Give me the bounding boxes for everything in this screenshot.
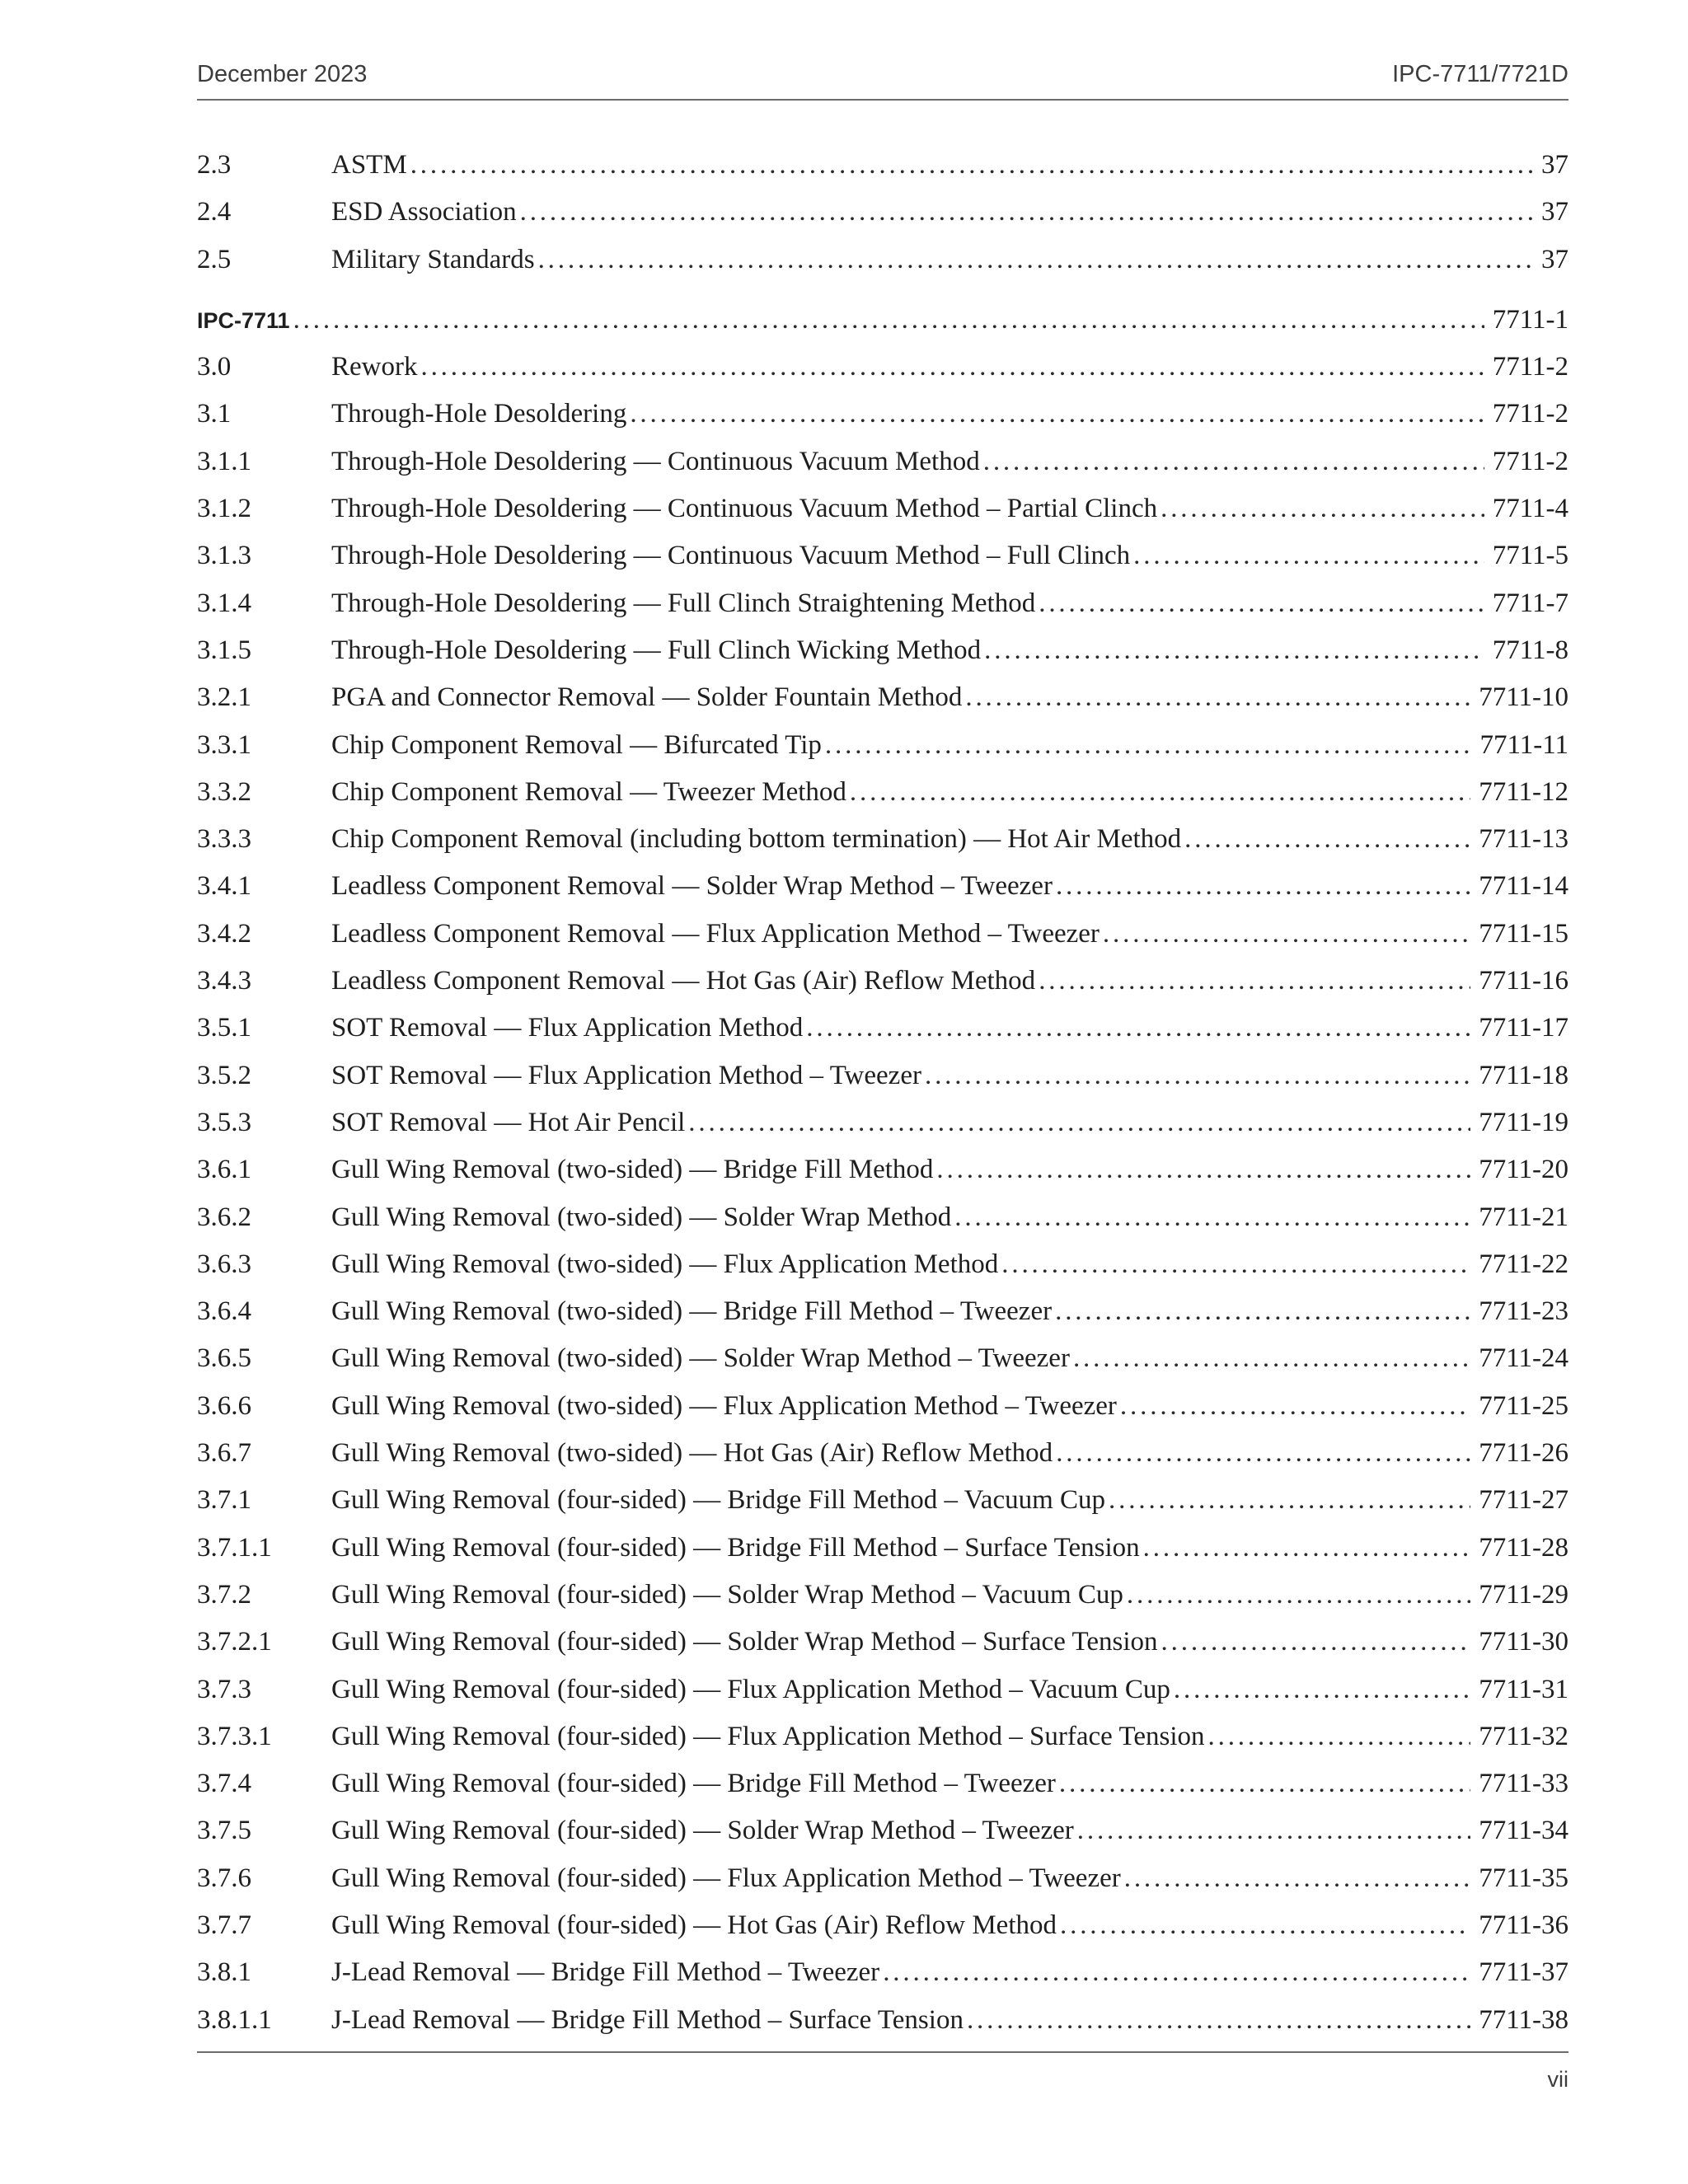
toc-entry-page: 7711-13 — [1479, 824, 1568, 855]
toc-entry — [197, 442, 1568, 489]
dot-leader — [825, 725, 1472, 765]
toc-entry-number: 3.7.3 — [197, 1674, 251, 1704]
toc-entry-page: 7711-27 — [1479, 1485, 1568, 1516]
toc-entry-page: 7711-8 — [1492, 635, 1568, 665]
toc-entry-number: 3.3.1 — [197, 729, 251, 760]
toc-entry-title: Gull Wing Removal (four-sided) — Bridge Fill Method – Tweezer — [331, 1769, 1056, 1799]
toc-entry — [197, 583, 1568, 630]
toc-entry-page: 37 — [1541, 244, 1568, 274]
toc-entry-page: 7711-31 — [1479, 1674, 1568, 1704]
toc-entry-number: 3.1.5 — [197, 635, 251, 665]
toc-entry-page: 7711-20 — [1479, 1155, 1568, 1185]
dot-leader — [925, 1056, 1470, 1095]
toc-entry-title: Gull Wing Removal (two-sided) — Solder Wrap Method — [331, 1202, 952, 1232]
toc-entry-number: 3.7.5 — [197, 1816, 251, 1846]
header-date: December 2023 — [197, 61, 368, 87]
toc-entry-number: 3.7.2 — [197, 1579, 251, 1610]
toc-entry — [197, 2000, 1568, 2047]
dot-leader — [1060, 1905, 1470, 1945]
toc-entry — [197, 489, 1568, 536]
dot-leader — [1174, 1670, 1470, 1709]
toc-entry-number: 3.6.5 — [197, 1343, 251, 1374]
toc-entry-page: 7711-23 — [1479, 1296, 1568, 1327]
toc-entry — [197, 1764, 1568, 1811]
toc-entry-number: 3.7.1.1 — [197, 1532, 272, 1563]
dot-leader — [967, 2000, 1470, 2040]
toc-entry — [197, 1717, 1568, 1764]
toc-entry-page: 7711-1 — [1492, 304, 1568, 335]
toc-entry — [197, 1008, 1568, 1055]
toc-entry-page: 7711-16 — [1479, 966, 1568, 996]
toc-entry — [197, 819, 1568, 866]
toc-entry-number: 3.1.3 — [197, 541, 251, 571]
toc-entry-title: ASTM — [331, 150, 407, 180]
toc-entry-page: 7711-38 — [1479, 2004, 1568, 2035]
toc-entry-title: Gull Wing Removal (four-sided) — Flux Application Method – Surface Tension — [331, 1721, 1205, 1751]
toc-entry — [197, 866, 1568, 913]
toc-entry — [197, 1811, 1568, 1858]
toc-entry-title: Through-Hole Desoldering — [331, 399, 627, 429]
dot-leader — [850, 772, 1470, 812]
toc-entry — [197, 1244, 1568, 1291]
toc-entry-title: J-Lead Removal — Bridge Fill Method – Surface Tension — [331, 2004, 964, 2035]
toc-entry-number: 3.8.1 — [197, 1957, 251, 1988]
toc-entry-number: 3.2.1 — [197, 682, 251, 713]
toc-entry-page: 7711-2 — [1492, 352, 1568, 382]
toc-entry-page: 7711-35 — [1479, 1863, 1568, 1893]
header-document-id: IPC-7711/7721D — [1392, 61, 1568, 87]
toc-entry-page: 7711-37 — [1479, 1957, 1568, 1988]
page-folio: vii — [1547, 2067, 1568, 2092]
dot-leader — [1208, 1717, 1471, 1756]
toc-entry-number: 3.5.2 — [197, 1060, 251, 1090]
toc-entry-title: Chip Component Removal — Bifurcated Tip — [331, 729, 822, 760]
toc-entry-page: 7711-30 — [1479, 1627, 1568, 1657]
dot-leader — [806, 1008, 1470, 1047]
toc-entry-page: 7711-32 — [1479, 1721, 1568, 1751]
dot-leader — [1039, 961, 1470, 1001]
toc-entry-number: 3.8.1.1 — [197, 2004, 272, 2035]
dot-leader — [1073, 1338, 1470, 1378]
toc-entry-number: 3.1.2 — [197, 494, 251, 524]
toc-entry — [197, 394, 1568, 441]
toc-entry-page: 7711-18 — [1479, 1060, 1568, 1090]
toc-entry-page: 7711-25 — [1479, 1390, 1568, 1421]
dot-leader — [1160, 489, 1484, 528]
toc-entry-page: 7711-4 — [1492, 494, 1568, 524]
toc-entry-number: 3.1 — [197, 399, 232, 429]
toc-entry — [197, 1528, 1568, 1575]
dot-leader — [1056, 866, 1470, 906]
dot-leader — [1001, 1244, 1470, 1284]
dot-leader — [883, 1952, 1470, 1992]
toc-entry-number: 3.7.2.1 — [197, 1627, 272, 1657]
dot-leader — [293, 300, 1484, 340]
toc-entry-title: Leadless Component Removal — Hot Gas (Air) Reflow Method — [331, 966, 1036, 996]
toc-entry-number: 3.7.4 — [197, 1769, 251, 1799]
toc-entry — [197, 1905, 1568, 1952]
dot-leader — [1056, 1433, 1470, 1473]
toc-entry-number: 3.6.2 — [197, 1202, 251, 1232]
toc-entry — [197, 1338, 1568, 1385]
toc-entry-title: Gull Wing Removal (two-sided) — Bridge Fill Method – Tweezer — [331, 1296, 1053, 1327]
toc-entry-title: SOT Removal — Hot Air Pencil — [331, 1107, 686, 1137]
toc-entry-page: 7711-21 — [1479, 1202, 1568, 1232]
toc-entry — [197, 192, 1568, 239]
toc-entry-number: 3.7.7 — [197, 1910, 251, 1940]
toc-entry — [197, 1150, 1568, 1197]
toc-entry-number: 3.7.6 — [197, 1863, 251, 1893]
dot-leader — [1124, 1858, 1471, 1898]
toc-part-heading — [197, 300, 1568, 347]
dot-leader — [1059, 1764, 1470, 1803]
toc-entry — [197, 677, 1568, 724]
toc-entry-title: J-Lead Removal — Bridge Fill Method – Tweezer — [331, 1957, 880, 1988]
dot-leader — [1109, 1480, 1470, 1520]
toc-entry-number: 3.6.4 — [197, 1296, 251, 1327]
toc-entry-number: 3.5.1 — [197, 1013, 251, 1043]
toc-entry-title: SOT Removal — Flux Application Method – Tweezer — [331, 1060, 921, 1090]
toc-entry-page: 7711-15 — [1479, 918, 1568, 949]
dot-leader — [688, 1103, 1470, 1142]
running-header — [197, 59, 1568, 101]
table-of-contents — [197, 145, 1568, 2047]
toc-entry-page: 7711-17 — [1479, 1013, 1568, 1043]
toc-entry-title: Through-Hole Desoldering — Continuous Vacuum Method — [331, 446, 980, 476]
dot-leader — [1055, 1291, 1470, 1331]
dot-leader — [1161, 1622, 1471, 1661]
toc-entry-title: Through-Hole Desoldering — Continuous Vacuum Method – Partial Clinch — [331, 494, 1158, 524]
toc-entry-number: 3.1.4 — [197, 588, 251, 618]
toc-entry-title: Gull Wing Removal (four-sided) — Flux Application Method – Tweezer — [331, 1863, 1121, 1893]
toc-entry-page: 37 — [1541, 197, 1568, 227]
toc-entry-page: 7711-2 — [1492, 399, 1568, 429]
toc-entry-page: 7711-19 — [1479, 1107, 1568, 1137]
dot-leader — [1103, 914, 1470, 954]
toc-entry-title: Military Standards — [331, 244, 535, 274]
toc-entry-page: 7711-26 — [1479, 1438, 1568, 1469]
toc-entry — [197, 347, 1568, 394]
dot-leader — [1184, 819, 1470, 859]
toc-entry-page: 7711-10 — [1479, 682, 1568, 713]
toc-entry — [197, 1056, 1568, 1103]
dot-leader — [410, 145, 1533, 185]
toc-entry-page: 7711-2 — [1492, 446, 1568, 476]
toc-entry — [197, 1480, 1568, 1527]
toc-entry — [197, 1622, 1568, 1669]
toc-entry-number: 3.6.7 — [197, 1438, 251, 1469]
toc-entry-page: 7711-7 — [1492, 588, 1568, 618]
toc-entry-title: Chip Component Removal (including bottom termination) — Hot Air Method — [331, 824, 1182, 855]
toc-entry — [197, 1858, 1568, 1905]
toc-entry-title: Gull Wing Removal (two-sided) — Solder Wrap Method – Tweezer — [331, 1343, 1070, 1374]
toc-entry-number: 3.3.2 — [197, 776, 251, 807]
toc-entry-page: 7711-22 — [1479, 1249, 1568, 1279]
dot-leader — [983, 442, 1484, 481]
toc-entry-title: Chip Component Removal — Tweezer Method — [331, 776, 846, 807]
dot-leader — [538, 240, 1533, 279]
toc-entry-page: 7711-14 — [1479, 871, 1568, 902]
toc-entry-title: Gull Wing Removal (two-sided) — Flux Application Method – Tweezer — [331, 1390, 1117, 1421]
toc-entry-title: Through-Hole Desoldering — Full Clinch Straightening Method — [331, 588, 1036, 618]
dot-leader — [1143, 1528, 1471, 1568]
toc-entry-page: 7711-5 — [1492, 541, 1568, 571]
toc-entry-page: 7711-29 — [1479, 1579, 1568, 1610]
toc-entry — [197, 536, 1568, 583]
toc-entry-number: 3.6.6 — [197, 1390, 251, 1421]
toc-entry — [197, 1433, 1568, 1480]
dot-leader — [420, 347, 1484, 387]
toc-entry — [197, 772, 1568, 819]
toc-entry — [197, 1575, 1568, 1622]
toc-entry — [197, 240, 1568, 287]
toc-entry — [197, 1103, 1568, 1150]
toc-entry — [197, 630, 1568, 677]
toc-entry — [197, 961, 1568, 1008]
toc-entry-number: 3.3.3 — [197, 824, 251, 855]
toc-entry — [197, 1386, 1568, 1433]
toc-entry — [197, 1197, 1568, 1244]
toc-entry-title: Gull Wing Removal (four-sided) — Hot Gas (Air) Reflow Method — [331, 1910, 1057, 1940]
dot-leader — [1127, 1575, 1470, 1615]
toc-entry-title: ESD Association — [331, 197, 517, 227]
toc-entry-number: 2.4 — [197, 197, 232, 227]
dot-leader — [1133, 536, 1484, 575]
toc-entry-number: 3.4.1 — [197, 871, 251, 902]
toc-entry-page: 7711-24 — [1479, 1343, 1568, 1374]
toc-entry-number: 3.5.3 — [197, 1107, 251, 1137]
toc-entry-number: 3.6.3 — [197, 1249, 251, 1279]
dot-leader — [1077, 1811, 1470, 1850]
dot-leader — [1039, 583, 1484, 623]
toc-entry — [197, 145, 1568, 192]
toc-entry — [197, 725, 1568, 772]
toc-entry-page: 7711-33 — [1479, 1769, 1568, 1799]
toc-entry-number: 3.0 — [197, 352, 232, 382]
toc-entry-page: 37 — [1541, 150, 1568, 180]
toc-entry-title: Leadless Component Removal — Solder Wrap Method – Tweezer — [331, 871, 1053, 902]
toc-entry-number: 2.3 — [197, 150, 232, 180]
toc-entry-title: Gull Wing Removal (four-sided) — Bridge Fill Method – Surface Tension — [331, 1532, 1140, 1563]
dot-leader — [984, 630, 1484, 670]
toc-entry — [197, 1291, 1568, 1338]
dot-leader — [520, 192, 1533, 232]
toc-entry-title: Gull Wing Removal (four-sided) — Solder Wrap Method – Surface Tension — [331, 1627, 1158, 1657]
toc-entry — [197, 1952, 1568, 1999]
toc-entry-title: PGA and Connector Removal — Solder Fountain Method — [331, 682, 963, 713]
toc-entry-number: 3.6.1 — [197, 1155, 251, 1185]
toc-entry-number: 3.7.1 — [197, 1485, 251, 1516]
toc-entry-title: Through-Hole Desoldering — Full Clinch Wicking Method — [331, 635, 982, 665]
toc-entry-title: Gull Wing Removal (four-sided) — Bridge Fill Method – Vacuum Cup — [331, 1485, 1106, 1516]
toc-entry-title: Leadless Component Removal — Flux Application Method – Tweezer — [331, 918, 1100, 949]
toc-entry-page: 7711-12 — [1479, 776, 1568, 807]
toc-entry-title: Gull Wing Removal (two-sided) — Bridge Fill Method — [331, 1155, 934, 1185]
toc-entry-number: 2.5 — [197, 244, 232, 274]
toc-entry-page: 7711-34 — [1479, 1816, 1568, 1846]
toc-entry-title: SOT Removal — Flux Application Method — [331, 1013, 804, 1043]
toc-entry-number: 3.4.2 — [197, 918, 251, 949]
toc-entry — [197, 1670, 1568, 1717]
toc-entry — [197, 914, 1568, 961]
toc-entry-title: Rework — [331, 352, 418, 382]
toc-entry-title: Gull Wing Removal (four-sided) — Solder Wrap Method – Tweezer — [331, 1816, 1074, 1846]
dot-leader — [954, 1197, 1470, 1237]
toc-entry-page: 7711-28 — [1479, 1532, 1568, 1563]
toc-entry-number: 3.1.1 — [197, 446, 251, 476]
toc-entry-title: Gull Wing Removal (two-sided) — Flux Application Method — [331, 1249, 999, 1279]
toc-entry-number: 3.7.3.1 — [197, 1721, 272, 1751]
toc-entry-page: 7711-36 — [1479, 1910, 1568, 1940]
dot-leader — [965, 677, 1470, 717]
toc-entry-title: Through-Hole Desoldering — Continuous Vacuum Method – Full Clinch — [331, 541, 1131, 571]
toc-entry-title: Gull Wing Removal (four-sided) — Solder Wrap Method – Vacuum Cup — [331, 1579, 1123, 1610]
toc-entry-title: Gull Wing Removal (four-sided) — Flux Application Method – Vacuum Cup — [331, 1674, 1170, 1704]
dot-leader — [936, 1150, 1470, 1189]
toc-entry-number: 3.4.3 — [197, 966, 251, 996]
dot-leader — [1120, 1386, 1470, 1426]
dot-leader — [630, 394, 1484, 434]
toc-entry-page: 7711-11 — [1479, 729, 1568, 760]
footer-rule — [197, 2051, 1568, 2053]
toc-part-label: IPC-7711 — [197, 307, 290, 333]
toc-entry-title: Gull Wing Removal (two-sided) — Hot Gas (Air) Reflow Method — [331, 1438, 1053, 1469]
